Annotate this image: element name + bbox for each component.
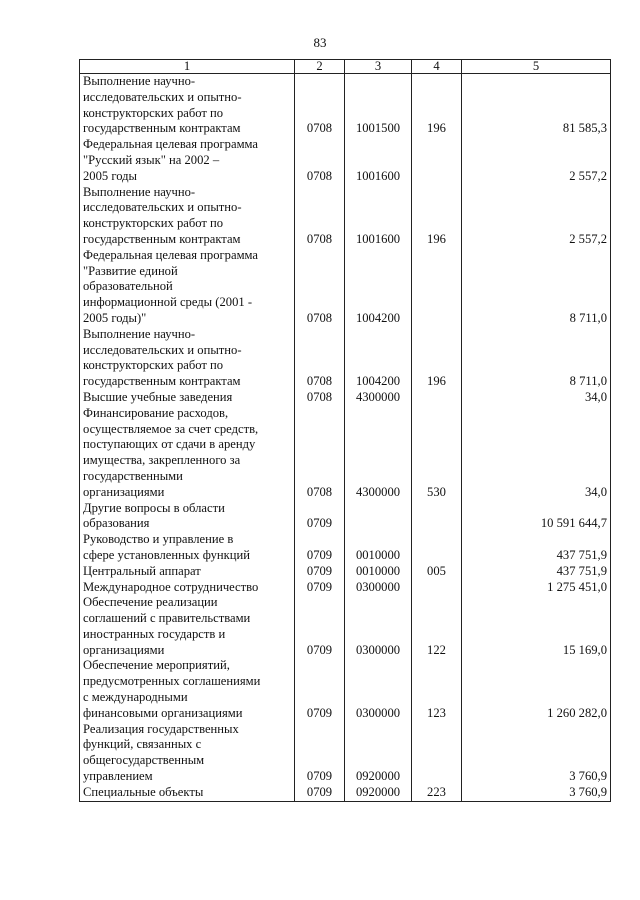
expense-type-code: 196 [412,74,462,138]
row-name-line: организациями [83,642,165,657]
row-name-line: общегосударственным [83,753,205,768]
row-name [80,564,295,580]
expense-type-code [412,248,462,327]
amount: 3 760,9 [462,722,611,785]
table-row [80,406,611,501]
row-name-line: управлением [83,769,153,784]
expense-type-code: 123 [412,658,462,721]
row-name-line: государственным контрактам [83,231,241,246]
amount: 15 169,0 [462,595,611,658]
row-name [80,137,295,184]
amount: 34,0 [462,390,611,406]
expense-type-code [412,532,462,564]
row-name [80,722,295,785]
row-name-line: сфере установленных функций [83,547,250,562]
table-row [80,564,611,580]
table-row [80,390,611,406]
table-row [80,658,611,721]
expense-type-code [412,137,462,184]
row-name-line: Международное сотрудничество [83,579,259,594]
table-row [80,137,611,184]
row-name-line: исследовательских и опытно- [83,89,242,104]
article-code: 4300000 [345,406,412,501]
table-row [80,185,611,248]
article-code: 0920000 [345,722,412,785]
amount: 10 591 644,7 [462,501,611,533]
row-name-line: государственными [83,468,183,483]
row-name-line: Выполнение научно- [83,184,196,199]
article-code: 0010000 [345,564,412,580]
section-code: 0708 [295,137,345,184]
amount: 8 711,0 [462,327,611,390]
row-name-line: функций, связанных с [83,737,202,752]
row-name [80,580,295,596]
row-name [80,532,295,564]
section-code: 0708 [295,390,345,406]
section-code: 0708 [295,74,345,138]
column-header-5: 5 [462,60,611,74]
row-name [80,785,295,801]
row-name-line: Другие вопросы в области [83,500,225,515]
article-code: 1001500 [345,74,412,138]
row-name-line: информационной среды (2001 - [83,295,253,310]
row-name-line: "Развитие единой [83,263,178,278]
column-header-1: 1 [80,60,295,74]
row-name [80,501,295,533]
article-code: 1001600 [345,137,412,184]
row-name [80,74,295,138]
amount: 34,0 [462,406,611,501]
section-code: 0708 [295,327,345,390]
article-code: 0300000 [345,595,412,658]
row-name-line: осуществляемое за счет средств, [83,421,259,436]
table-row [80,785,611,801]
section-code: 0708 [295,185,345,248]
row-name-line: исследовательских и опытно- [83,200,242,215]
amount: 81 585,3 [462,74,611,138]
row-name-line: конструкторских работ по [83,358,224,373]
column-header-4: 4 [412,60,462,74]
expense-type-code [412,580,462,596]
row-name-line: 2005 годы)" [83,310,147,325]
row-name-line: Выполнение научно- [83,74,196,88]
column-header-3: 3 [345,60,412,74]
expense-type-code: 530 [412,406,462,501]
row-name-line: предусмотренных соглашениями [83,674,261,689]
row-name [80,327,295,390]
row-name-line: Финансирование расходов, [83,405,229,420]
row-name-line: государственным контрактам [83,374,241,389]
section-code: 0709 [295,564,345,580]
row-name-line: соглашений с правительствами [83,611,251,626]
row-name [80,658,295,721]
row-name-line: с международными [83,690,188,705]
article-code: 1004200 [345,327,412,390]
row-name-line: 2005 годы [83,168,137,183]
section-code: 0709 [295,658,345,721]
amount: 1 275 451,0 [462,580,611,596]
row-name-line: организациями [83,484,165,499]
amount: 437 751,9 [462,532,611,564]
section-code: 0709 [295,595,345,658]
section-code: 0709 [295,785,345,801]
expense-type-code: 005 [412,564,462,580]
table-row [80,501,611,533]
row-name-line: иностранных государств и [83,626,226,641]
row-name [80,390,295,406]
amount: 2 557,2 [462,185,611,248]
amount: 8 711,0 [462,248,611,327]
section-code: 0709 [295,722,345,785]
article-code: 0010000 [345,532,412,564]
expense-type-code: 196 [412,185,462,248]
section-code: 0709 [295,532,345,564]
row-name [80,595,295,658]
section-code: 0709 [295,501,345,533]
row-name-line: финансовыми организациями [83,705,243,720]
article-code [345,501,412,533]
expense-type-code: 122 [412,595,462,658]
expense-type-code [412,501,462,533]
article-code: 0300000 [345,658,412,721]
table-row [80,532,611,564]
row-name-line: государственным контрактам [83,121,241,136]
row-name-line: Федеральная целевая программа [83,137,259,152]
row-name [80,248,295,327]
section-code: 0708 [295,406,345,501]
row-name [80,406,295,501]
amount: 3 760,9 [462,785,611,801]
column-header-2: 2 [295,60,345,74]
row-name-line: образовательной [83,279,173,294]
row-name-line: Обеспечение мероприятий, [83,658,230,673]
amount: 437 751,9 [462,564,611,580]
table-body [80,74,611,802]
table-row [80,248,611,327]
row-name [80,185,295,248]
table-row [80,580,611,596]
row-name-line: исследовательских и опытно- [83,342,242,357]
expense-type-code: 223 [412,785,462,801]
row-name-line: "Русский язык" на 2002 – [83,152,220,167]
row-name-line: Высшие учебные заведения [83,389,233,404]
section-code: 0708 [295,248,345,327]
article-code: 1001600 [345,185,412,248]
page-number: 83 [313,35,327,50]
table-row [80,595,611,658]
row-name-line: поступающих от сдачи в аренду [83,437,256,452]
amount: 2 557,2 [462,137,611,184]
expense-type-code: 196 [412,327,462,390]
table-header-row [80,60,611,74]
row-name-line: конструкторских работ по [83,216,224,231]
row-name-line: Обеспечение реализации [83,595,218,610]
table-row [80,722,611,785]
row-name-line: Специальные объекты [83,784,204,799]
expense-type-code [412,722,462,785]
row-name-line: Реализация государственных [83,721,239,736]
article-code: 0920000 [345,785,412,801]
row-name-line: образования [83,516,150,531]
table-row [80,74,611,138]
row-name-line: Руководство и управление в [83,532,234,547]
article-code: 4300000 [345,390,412,406]
row-name-line: Федеральная целевая программа [83,247,259,262]
row-name-line: Центральный аппарат [83,563,201,578]
section-code: 0709 [295,580,345,596]
article-code: 1004200 [345,248,412,327]
budget-table [79,59,611,802]
expense-type-code [412,390,462,406]
amount: 1 260 282,0 [462,658,611,721]
table-row [80,327,611,390]
row-name-line: имущества, закрепленного за [83,453,241,468]
row-name-line: конструкторских работ по [83,105,224,120]
article-code: 0300000 [345,580,412,596]
row-name-line: Выполнение научно- [83,326,196,341]
